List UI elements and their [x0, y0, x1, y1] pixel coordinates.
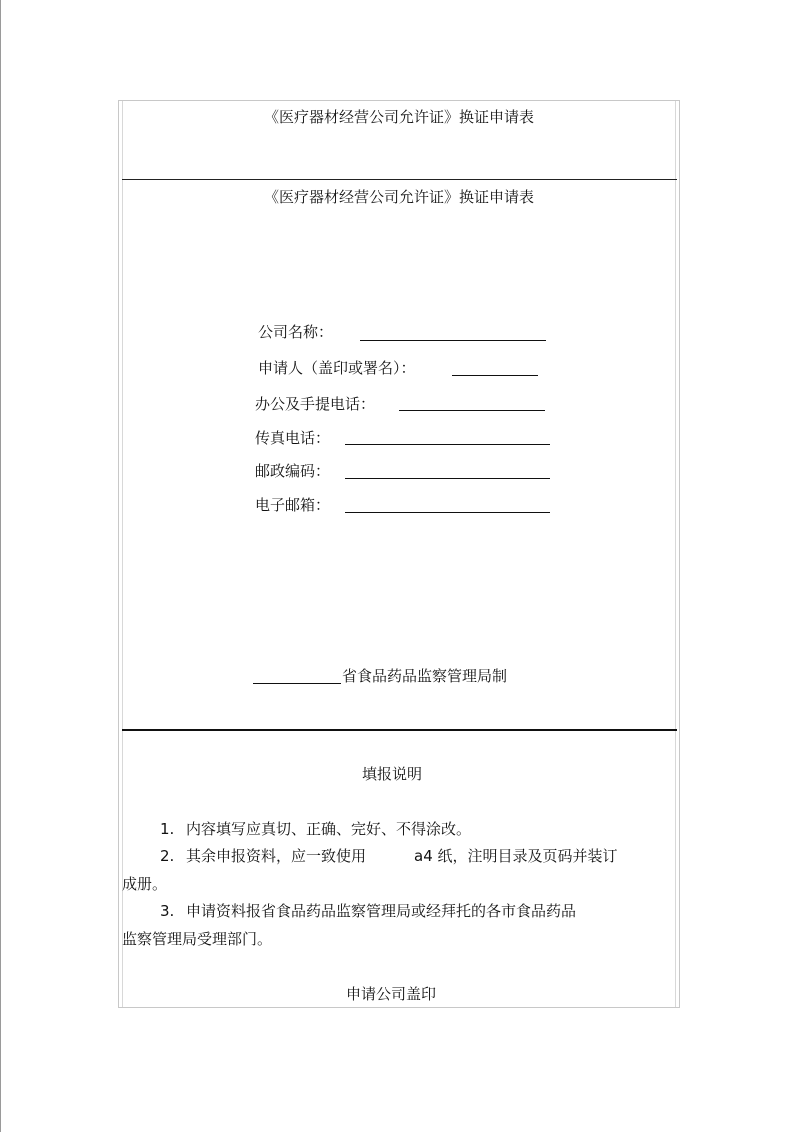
header-divider: [122, 179, 677, 180]
instruction-2-text-a: 其余申报资料，应一致使用: [186, 847, 367, 865]
phone-label: 办公及手提电话：: [255, 395, 376, 413]
province-field[interactable]: [253, 683, 341, 684]
email-field[interactable]: [345, 512, 550, 513]
instruction-3-text-b: 监察管理局受理部门。: [122, 930, 273, 948]
fax-field[interactable]: [345, 444, 550, 445]
instruction-2-number: 2.: [160, 847, 175, 865]
instruction-1-number: 1.: [160, 820, 175, 838]
instruction-3-number: 3.: [160, 902, 175, 920]
company-name-field[interactable]: [360, 340, 546, 341]
applicant-field[interactable]: [452, 375, 538, 376]
frame-inner-right-line: [675, 101, 676, 1007]
header-title: 《医疗器材经营公司允许证》换证申请表: [263, 108, 534, 126]
phone-field[interactable]: [399, 410, 545, 411]
email-label: 电子邮箱：: [255, 496, 331, 514]
applicant-label: 申请人（盖印或署名）：: [258, 359, 416, 377]
instruction-1-text: 内容填写应真切、正确、完好、不得涂改。: [186, 820, 472, 838]
instructions-heading: 填报说明: [362, 765, 423, 783]
postcode-field[interactable]: [345, 478, 550, 479]
form-title: 《医疗器材经营公司允许证》换证申请表: [263, 188, 534, 206]
fax-label: 传真电话：: [255, 429, 331, 447]
company-name-label: 公司名称：: [258, 323, 334, 341]
section-divider: [122, 729, 677, 731]
instruction-2-text-b: a4 纸，注明目录及页码并装订: [414, 847, 618, 865]
instruction-2-text-c: 成册。: [122, 875, 168, 893]
form-frame: [118, 100, 680, 1008]
frame-inner-left-line: [122, 101, 123, 1007]
issuer-text: 省食品药品监察管理局制: [342, 667, 508, 685]
postcode-label: 邮政编码：: [255, 462, 331, 480]
instruction-3-text-a: 申请资料报省食品药品监察管理局或经拜托的各市食品药品: [186, 902, 577, 920]
page-edge: [0, 0, 1, 1132]
seal-label: 申请公司盖印: [346, 985, 437, 1003]
